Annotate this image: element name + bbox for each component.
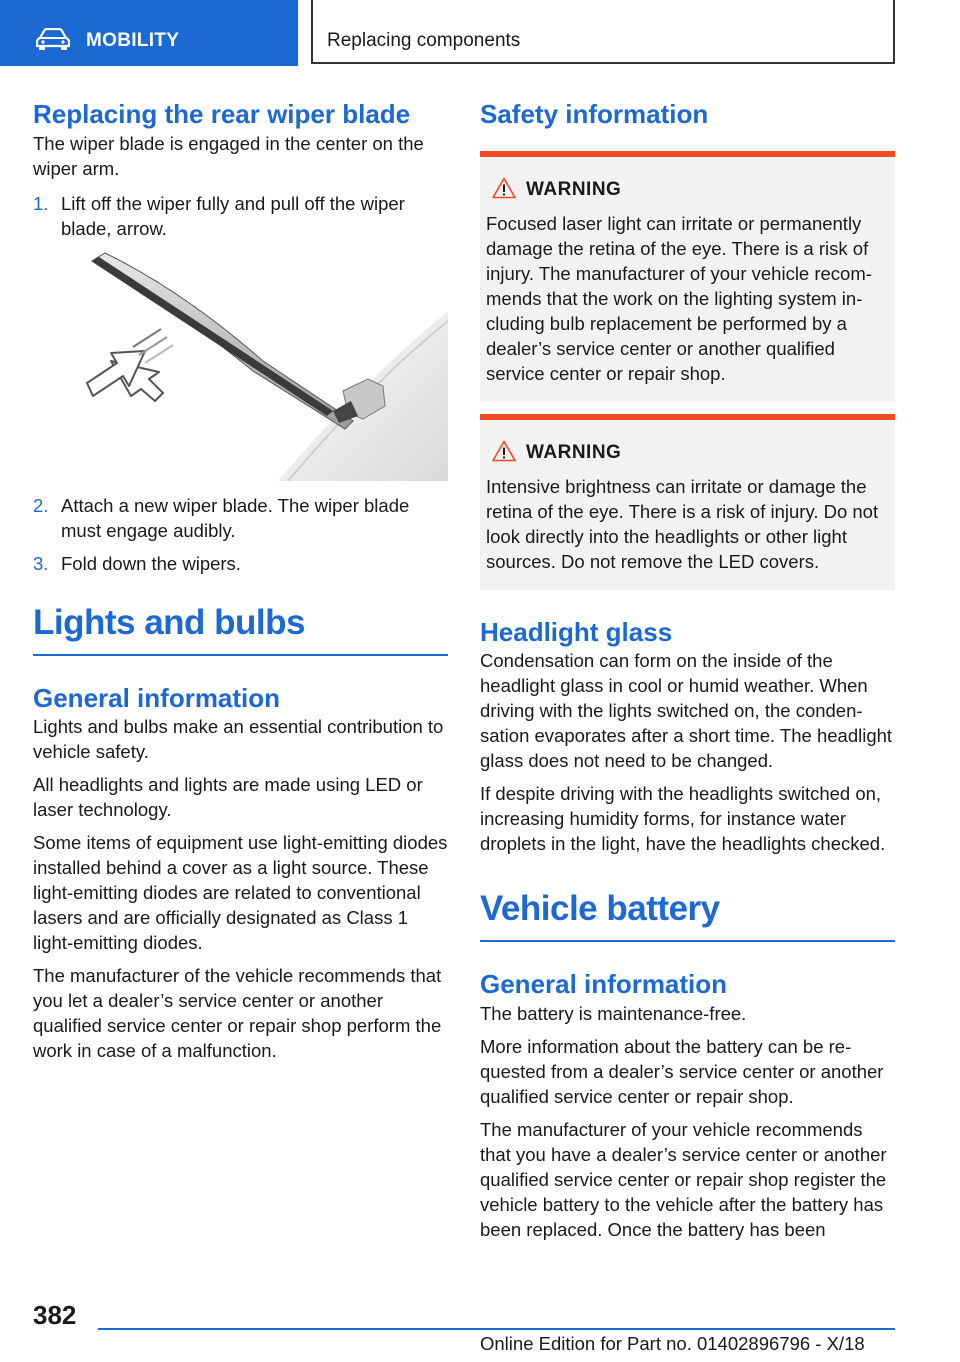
wiper-illustration-svg <box>33 251 448 481</box>
right-column <box>480 98 895 1242</box>
page-number: 382 <box>33 1300 77 1330</box>
edition-note: Online Edition for Part no. 01402896796 - X/18 <box>480 1333 865 1354</box>
warning-triangle-icon <box>492 440 516 462</box>
chapter-tab[interactable] <box>0 0 298 66</box>
paragraph: More information about the battery can be requested from a dealer’s service center or another qualified service center or repair shop. <box>480 1035 884 1107</box>
warning-header <box>486 177 889 205</box>
safety-heading: Safety information <box>480 99 709 129</box>
step-number: 3. <box>33 552 49 574</box>
paragraph: Some items of equipment use light-emitting diodes installed behind a cover as a light source. These light-emitting diodes are related to conventional lasers and are officially designated as Class 1 light-emitting diodes. <box>33 832 448 953</box>
warning-box <box>480 151 895 402</box>
paragraph: The battery is maintenance-free. <box>480 1002 747 1024</box>
warning-title: WARNING <box>526 441 622 463</box>
paragraph: Lights and bulbs make an essential contribution to vehicle safety. <box>33 716 444 762</box>
warning-text: Focused laser light can irritate or permanently damage the retina of the eye. There is a risk of injury. The manufacturer of your vehicle recommends that the work on the lighting system including bulb replacement be performed by a dealer’s service center or another qualified service center or repair shop. <box>486 212 872 384</box>
wiper-heading: Replacing the rear wiper blade <box>33 99 411 129</box>
warning-header <box>486 440 889 468</box>
step-item <box>33 551 448 576</box>
section-title-box <box>311 0 895 64</box>
wiper-intro: The wiper blade is engaged in the center on the wiper arm. <box>33 132 424 179</box>
page-header <box>0 0 960 66</box>
paragraph: All headlights and lights are made using LED or laser technology. <box>33 774 423 820</box>
step-item <box>33 191 448 241</box>
paragraph: If despite driving with the headlights switched on, increasing humidity forms, for instance water droplets in the light, have the headlights checked. <box>480 783 886 854</box>
car-icon <box>36 28 70 50</box>
general-info-heading: General information <box>33 682 281 713</box>
chapter-tab-label: MOBILITY <box>86 30 180 51</box>
paragraph: Condensation can form on the inside of the headlight glass in cool or humid weather. When driving with the lights switched on, the condensation evaporates after a short time. The headlight glass does not need to be changed. <box>480 650 893 771</box>
warning-box <box>480 414 895 590</box>
step-text: Lift off the wiper fully and pull off the wiper blade, arrow. <box>61 192 405 239</box>
headlight-glass-heading: Headlight glass <box>480 616 673 647</box>
warning-text: Intensive brightness can irritate or damage the retina of the eye. There is a risk of injury. Do not look directly into the headlights or other light sources. Do not remove the LED covers. <box>486 475 879 572</box>
paragraph: The manufacturer of your vehicle recommends that you have a dealer’s service center or another qualified service center or repair shop register the vehicle battery to the vehicle after the battery has been replaced. Once the battery has been <box>480 1118 887 1240</box>
arrow-icon <box>87 329 173 401</box>
step-number: 1. <box>33 192 49 214</box>
footer-divider <box>98 1328 895 1330</box>
vehicle-battery-heading: Vehicle battery <box>480 888 895 942</box>
step-text: Attach a new wiper blade. The wiper blade must engage audibly. <box>61 494 410 541</box>
section-title: Replacing components <box>327 30 521 51</box>
wiper-steps-list-continued <box>33 493 448 576</box>
step-number: 2. <box>33 494 49 516</box>
paragraph: The manufacturer of the vehicle recommends that you let a dealer’s service center or another qualified service center or repair shop perform the work in case of a malfunction. <box>33 965 442 1061</box>
battery-general-info-heading: General information <box>480 969 728 999</box>
step-text: Fold down the wipers. <box>61 552 241 574</box>
step-item <box>33 493 448 543</box>
warning-triangle-icon <box>492 177 516 199</box>
wiper-steps-list <box>33 191 448 241</box>
wiper-blade-illustration <box>33 251 448 481</box>
lights-heading: Lights and bulbs <box>33 602 448 656</box>
left-column <box>33 98 448 1063</box>
warning-title: WARNING <box>526 178 622 200</box>
